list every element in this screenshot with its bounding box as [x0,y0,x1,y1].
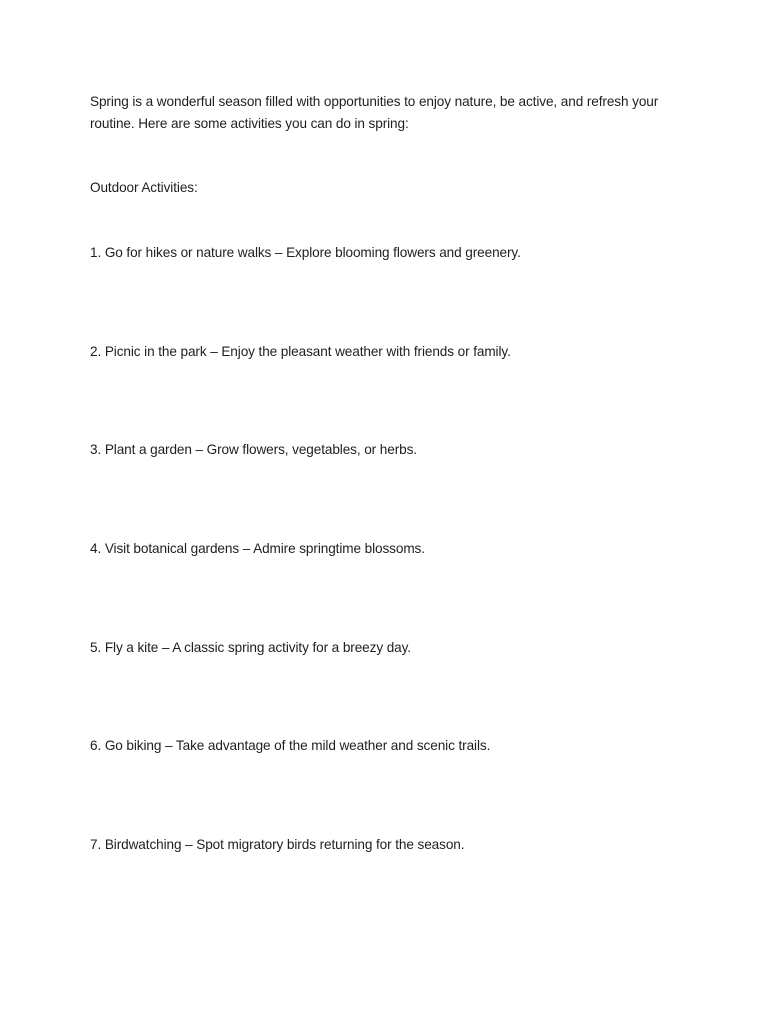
section-heading: Outdoor Activities: [90,180,198,195]
list-item: 7. Birdwatching – Spot migratory birds returning for the season. [90,837,465,852]
list-item: 6. Go biking – Take advantage of the mild weather and scenic trails. [90,738,491,753]
list-item: 1. Go for hikes or nature walks – Explore blooming flowers and greenery. [90,245,521,260]
list-item: 4. Visit botanical gardens – Admire springtime blossoms. [90,541,425,556]
intro-paragraph: Spring is a wonderful season filled with opportunities to enjoy nature, be active, and refresh your routine. Here are some activities you can do in spring: [90,94,659,131]
list-item: 5. Fly a kite – A classic spring activity for a breezy day. [90,640,411,655]
list-item: 3. Plant a garden – Grow flowers, vegetables, or herbs. [90,442,417,457]
list-item: 2. Picnic in the park – Enjoy the pleasant weather with friends or family. [90,344,511,359]
